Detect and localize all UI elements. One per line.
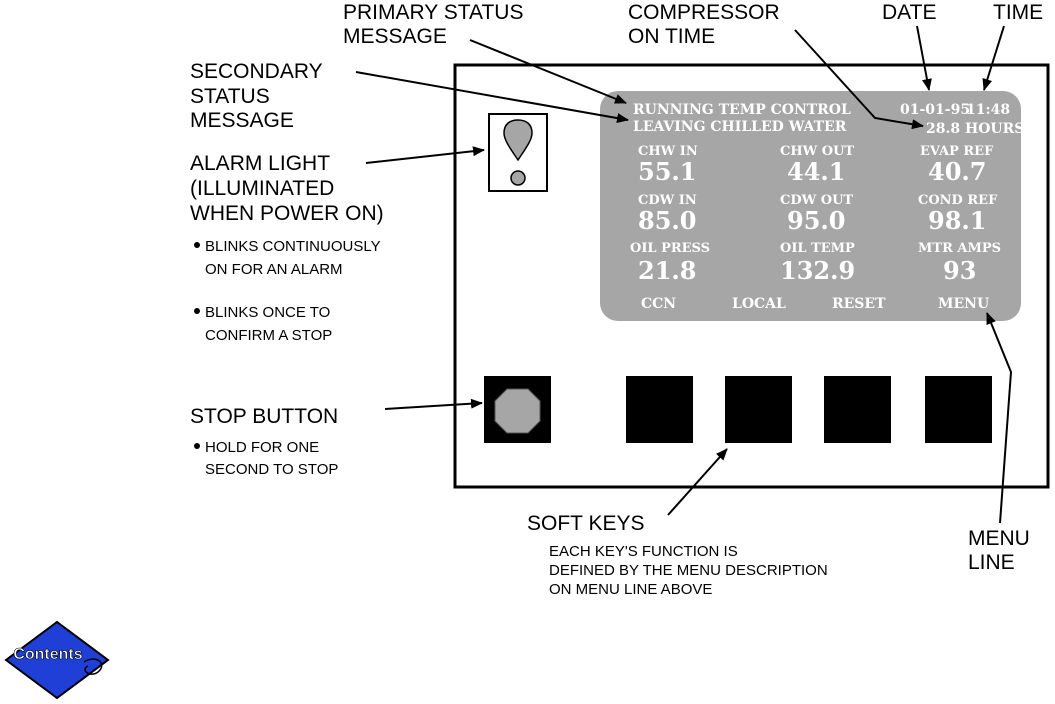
reading-label-oil-temp: OIL TEMP — [780, 241, 855, 256]
reading-label-oil-press: OIL PRESS — [630, 241, 711, 256]
contents-label: Contents — [13, 646, 83, 663]
reading-value-oil-temp: 132.9 — [780, 256, 856, 285]
soft-keys-desc-line3: ON MENU LINE ABOVE — [549, 581, 713, 598]
callout-primary-status-line1: PRIMARY STATUS — [343, 1, 524, 24]
reading-value-evap-ref: 40.7 — [928, 157, 987, 186]
reading-value-cond-ref: 98.1 — [928, 206, 987, 235]
display-date: 01-01-95 — [900, 102, 971, 118]
soft-key-4[interactable] — [925, 376, 992, 443]
reading-label-cond-ref: COND REF — [918, 193, 998, 208]
secondary-status-message: LEAVING CHILLED WATER — [633, 119, 847, 135]
alarm-bullet1-line1: BLINKS CONTINUOUSLY — [205, 238, 381, 255]
bullet-icon — [194, 443, 200, 449]
stop-button[interactable] — [484, 376, 551, 443]
reading-label-chw-out: CHW OUT — [780, 144, 855, 159]
compressor-on-time: 28.8 HOURS — [926, 121, 1025, 137]
reading-value-chw-in: 55.1 — [638, 157, 697, 186]
menu-item-ccn: CCN — [641, 296, 677, 312]
alarm-dot-icon — [511, 171, 525, 185]
contents-button[interactable] — [6, 622, 108, 698]
callout-menu-line1: MENU — [968, 527, 1030, 550]
bullet-icon — [194, 308, 200, 314]
stop-bullet-line2: SECOND TO STOP — [205, 461, 339, 478]
reading-value-chw-out: 44.1 — [787, 157, 846, 186]
reading-label-mtr-amps: MTR AMPS — [918, 241, 1002, 256]
reading-label-cdw-out: CDW OUT — [780, 193, 854, 208]
callout-secondary-line2: STATUS — [190, 85, 270, 108]
bullet-icon — [194, 242, 200, 248]
soft-key-1[interactable] — [626, 376, 693, 443]
alarm-bullet1-line2: ON FOR AN ALARM — [205, 261, 343, 278]
callout-stop-button: STOP BUTTON — [190, 405, 339, 428]
callout-date: DATE — [882, 1, 937, 24]
callout-time: TIME — [993, 1, 1044, 24]
stop-octagon-icon — [495, 389, 540, 433]
reading-value-oil-press: 21.8 — [638, 256, 697, 285]
menu-item-reset: RESET — [832, 296, 886, 312]
soft-key-2[interactable] — [725, 376, 792, 443]
callout-compressor-line2: ON TIME — [628, 25, 716, 48]
callout-compressor-line1: COMPRESSOR — [628, 1, 780, 24]
reading-value-cdw-in: 85.0 — [638, 206, 697, 235]
menu-item-local: LOCAL — [732, 296, 786, 312]
callout-secondary-line3: MESSAGE — [190, 109, 294, 132]
stop-bullet-line1: HOLD FOR ONE — [205, 439, 320, 456]
reading-value-mtr-amps: 93 — [943, 256, 977, 285]
callout-soft-keys: SOFT KEYS — [527, 512, 645, 535]
callout-secondary-line1: SECONDARY — [190, 60, 323, 83]
reading-label-chw-in: CHW IN — [638, 144, 698, 159]
soft-key-3[interactable] — [824, 376, 891, 443]
callout-alarm-line1: ALARM LIGHT — [190, 152, 331, 175]
menu-item-menu: MENU — [938, 296, 990, 312]
soft-keys-desc-line2: DEFINED BY THE MENU DESCRIPTION — [549, 562, 828, 579]
callout-alarm-line2: (ILLUMINATED — [190, 177, 335, 200]
alarm-bullet2-line2: CONFIRM A STOP — [205, 327, 333, 344]
callout-primary-status-line2: MESSAGE — [343, 25, 447, 48]
reading-value-cdw-out: 95.0 — [787, 206, 846, 235]
soft-keys-desc-line1: EACH KEY'S FUNCTION IS — [549, 543, 738, 560]
alarm-light — [489, 114, 547, 191]
primary-status-message: RUNNING TEMP CONTROL — [633, 102, 851, 118]
reading-label-cdw-in: CDW IN — [638, 193, 697, 208]
display-time: 11:48 — [966, 102, 1011, 118]
callout-menu-line2: LINE — [968, 551, 1015, 574]
callout-alarm-line3: WHEN POWER ON) — [190, 202, 384, 225]
alarm-bullet2-line1: BLINKS ONCE TO — [205, 304, 331, 321]
reading-label-evap-ref: EVAP REF — [920, 144, 994, 159]
